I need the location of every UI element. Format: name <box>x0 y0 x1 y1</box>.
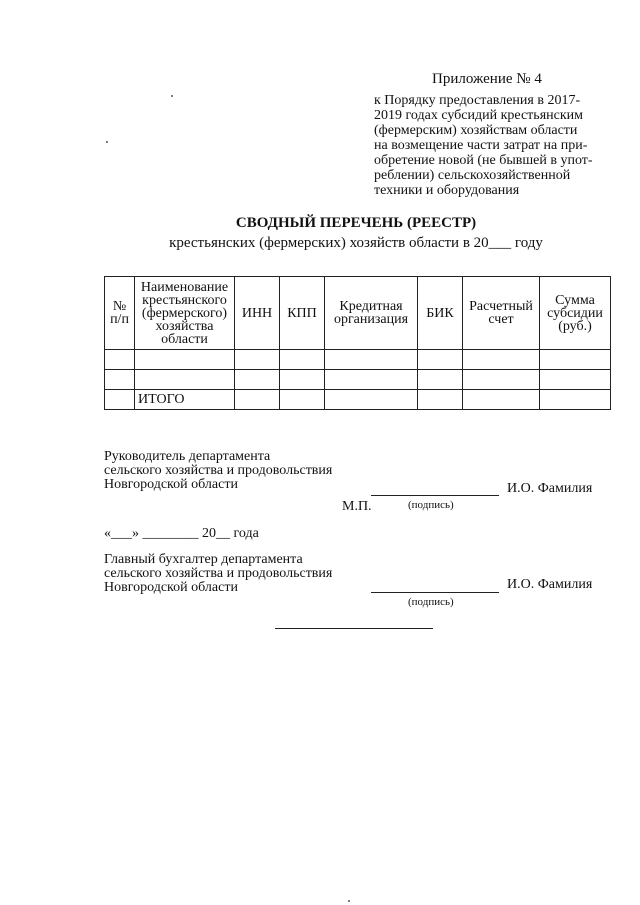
table-header-row <box>105 277 611 350</box>
annex-line: реблении) сельскохозяйственной <box>374 168 571 183</box>
table-cell <box>540 370 611 390</box>
closing-rule <box>275 628 433 629</box>
document-subtitle: крестьянских (фермерских) хозяйств области в 20___ году <box>169 235 543 251</box>
head-name: И.О. Фамилия <box>507 481 593 496</box>
accountant-position-line: Главный бухгалтер департамента <box>104 552 303 567</box>
table-cell <box>463 390 540 410</box>
head-signature-line <box>371 495 499 496</box>
annex-line: к Порядку предоставления в 2017- <box>374 93 581 108</box>
annex-line: на возмещение части затрат на при- <box>374 138 588 153</box>
accountant-position <box>104 553 332 595</box>
stamp-label: М.П. <box>342 499 372 514</box>
date-line: «___» ________ 20__ года <box>104 526 259 541</box>
table-cell <box>540 350 611 370</box>
table-cell <box>235 350 280 370</box>
table-cell <box>418 370 463 390</box>
annex-title: Приложение № 4 <box>432 71 542 87</box>
table-cell <box>280 370 325 390</box>
table-total-row <box>105 390 611 410</box>
accountant-signature-caption: (подпись) <box>408 596 454 608</box>
accountant-position-line: сельского хозяйства и продовольствия <box>104 566 333 581</box>
accountant-position-line: Новгородской области <box>104 580 238 595</box>
table-cell <box>325 350 418 370</box>
head-position-line: Руководитель департамента <box>104 449 271 464</box>
header-cell-kpp: КПП <box>280 277 325 350</box>
annex-line: техники и оборудования <box>374 183 520 198</box>
header-cell-inn: ИНН <box>235 277 280 350</box>
table-cell <box>235 390 280 410</box>
annex-line: (фермерским) хозяйствам области <box>374 123 578 138</box>
total-label: ИТОГО <box>135 390 235 410</box>
header-cell-credit-org: Кредитная организация <box>325 277 418 350</box>
table-row <box>105 350 611 370</box>
annex-reference <box>374 93 614 198</box>
table-cell <box>280 390 325 410</box>
table-cell <box>135 350 235 370</box>
scan-speck <box>348 900 350 902</box>
header-cell-subsidy: Сумма субсидии (руб.) <box>540 277 611 350</box>
table-cell <box>418 390 463 410</box>
header-cell-number: № п/п <box>105 277 135 350</box>
head-position <box>104 450 332 492</box>
table-cell <box>280 350 325 370</box>
table-cell <box>463 350 540 370</box>
accountant-name: И.О. Фамилия <box>507 577 593 592</box>
scan-speck <box>106 141 108 143</box>
document-title: СВОДНЫЙ ПЕРЕЧЕНЬ (РЕЕСТР) <box>235 215 477 231</box>
table-cell <box>135 370 235 390</box>
registry-table <box>104 276 611 410</box>
head-position-line: сельского хозяйства и продовольствия <box>104 463 333 478</box>
header-cell-farm-name: Наименование крестьянского (фермерского) хозяйства области <box>135 277 235 350</box>
table-cell <box>105 370 135 390</box>
table-cell <box>105 390 135 410</box>
accountant-signature-line <box>371 592 499 593</box>
table-cell <box>325 390 418 410</box>
annex-line: 2019 годах субсидий крестьянским <box>374 108 583 123</box>
head-position-line: Новгородской области <box>104 477 238 492</box>
header-cell-bik: БИК <box>418 277 463 350</box>
header-cell-account: Расчетный счет <box>463 277 540 350</box>
annex-line: обретение новой (не бывшей в упот- <box>374 153 593 168</box>
table-cell <box>540 390 611 410</box>
table-cell <box>418 350 463 370</box>
table-cell <box>463 370 540 390</box>
table-row <box>105 370 611 390</box>
table-cell <box>235 370 280 390</box>
scan-speck <box>171 95 173 97</box>
head-signature-caption: (подпись) <box>408 499 454 511</box>
table-cell <box>325 370 418 390</box>
table-cell <box>105 350 135 370</box>
